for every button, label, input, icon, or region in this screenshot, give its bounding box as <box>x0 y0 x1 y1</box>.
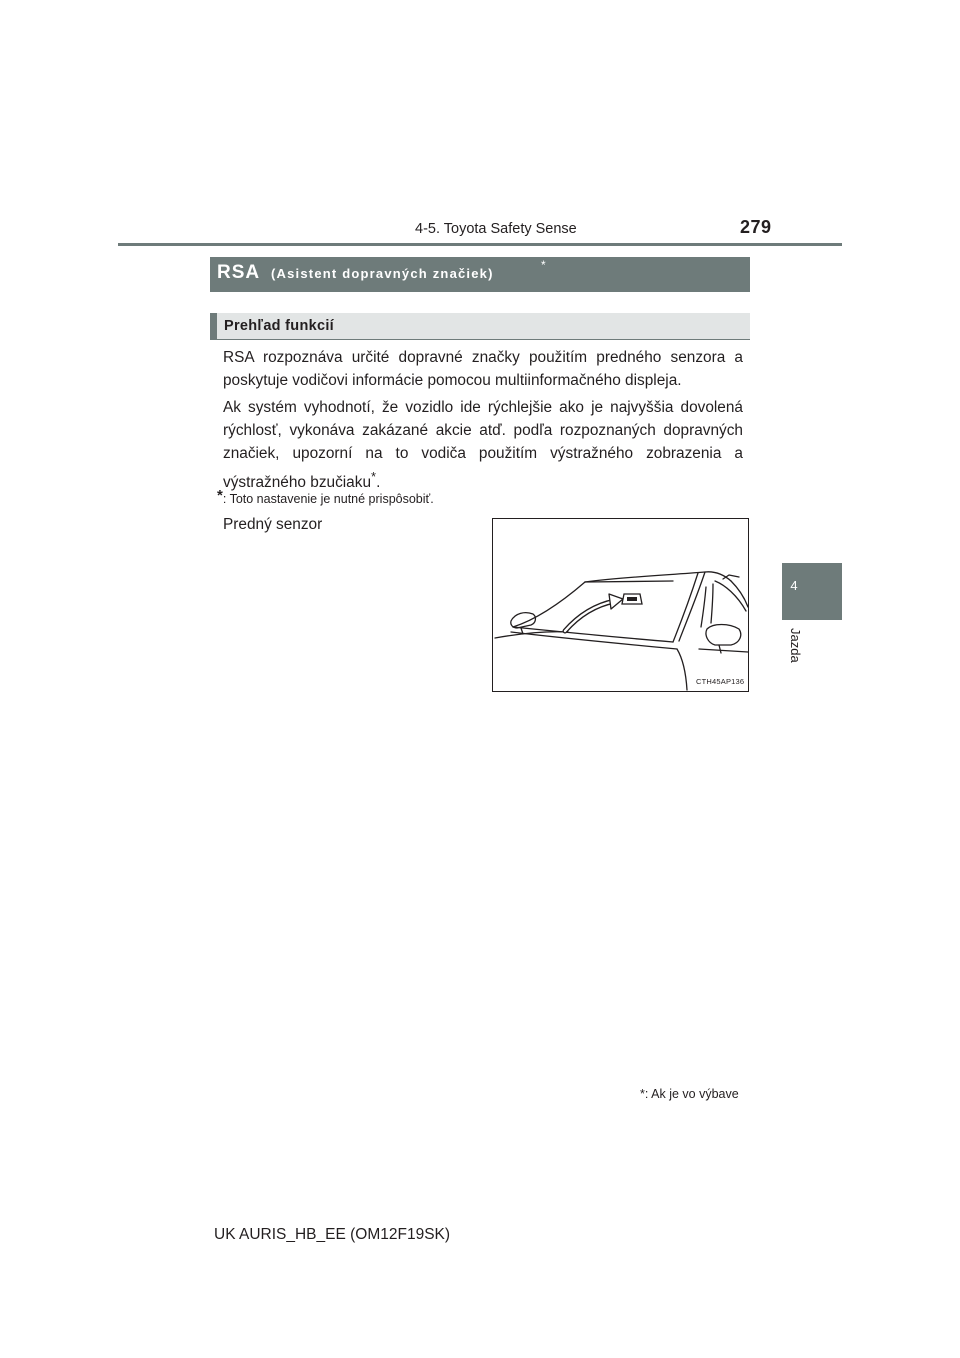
header-divider <box>118 243 842 246</box>
availability-note <box>640 1087 739 1101</box>
subsection-title: Prehľad funkcií <box>224 318 335 334</box>
front-sensor-illustration <box>492 518 749 692</box>
figure-code: CTH45AP136 <box>696 677 745 686</box>
availability-text: : Ak je vo výbave <box>644 1087 739 1101</box>
subsection-accent <box>210 313 217 340</box>
paragraph-warning-marker: * <box>371 469 377 484</box>
customization-note-marker: * <box>217 487 223 504</box>
running-header-section: 4-5. Toyota Safety Sense <box>415 221 577 237</box>
figure-label: Predný senzor <box>223 516 323 533</box>
page-number: 279 <box>740 217 772 237</box>
availability-marker: * <box>640 1087 645 1101</box>
paragraph-overview: RSA rozpoznáva určité dopravné značky použitím predného senzora a poskytuje vodičovi informácie pomocou multiinformačného displeja. <box>223 349 743 389</box>
section-title: RSA <box>217 262 261 283</box>
front-sensor-icon <box>622 594 642 604</box>
section-subtitle: (Asistent dopravných značiek) <box>271 266 494 281</box>
model-code: UK AURIS_HB_EE (OM12F19SK) <box>214 1226 451 1243</box>
windshield-sensor-drawing <box>493 519 748 691</box>
paragraph-warning <box>223 396 743 494</box>
chapter-number: 4 <box>790 578 798 593</box>
chapter-label: Jazda <box>788 628 803 663</box>
pointer-arrow-icon <box>565 594 623 631</box>
customization-note-text: : Toto nastavenie je nutné prispôsobiť. <box>222 492 434 506</box>
paragraph-warning-end: . <box>376 474 381 491</box>
paragraph-warning-text: Ak systém vyhodnotí, že vozidlo ide rýchlejšie ako je najvyššia dovolená rýchlosť, vykonáva zakázané akcie atď. podľa rozpoznaných dopravných značiek, upozorní na to vodiča použitím výstražného zobrazenia a výstražného bzučiaku <box>223 399 743 491</box>
section-title-marker: * <box>541 258 546 272</box>
customization-note <box>217 487 434 506</box>
